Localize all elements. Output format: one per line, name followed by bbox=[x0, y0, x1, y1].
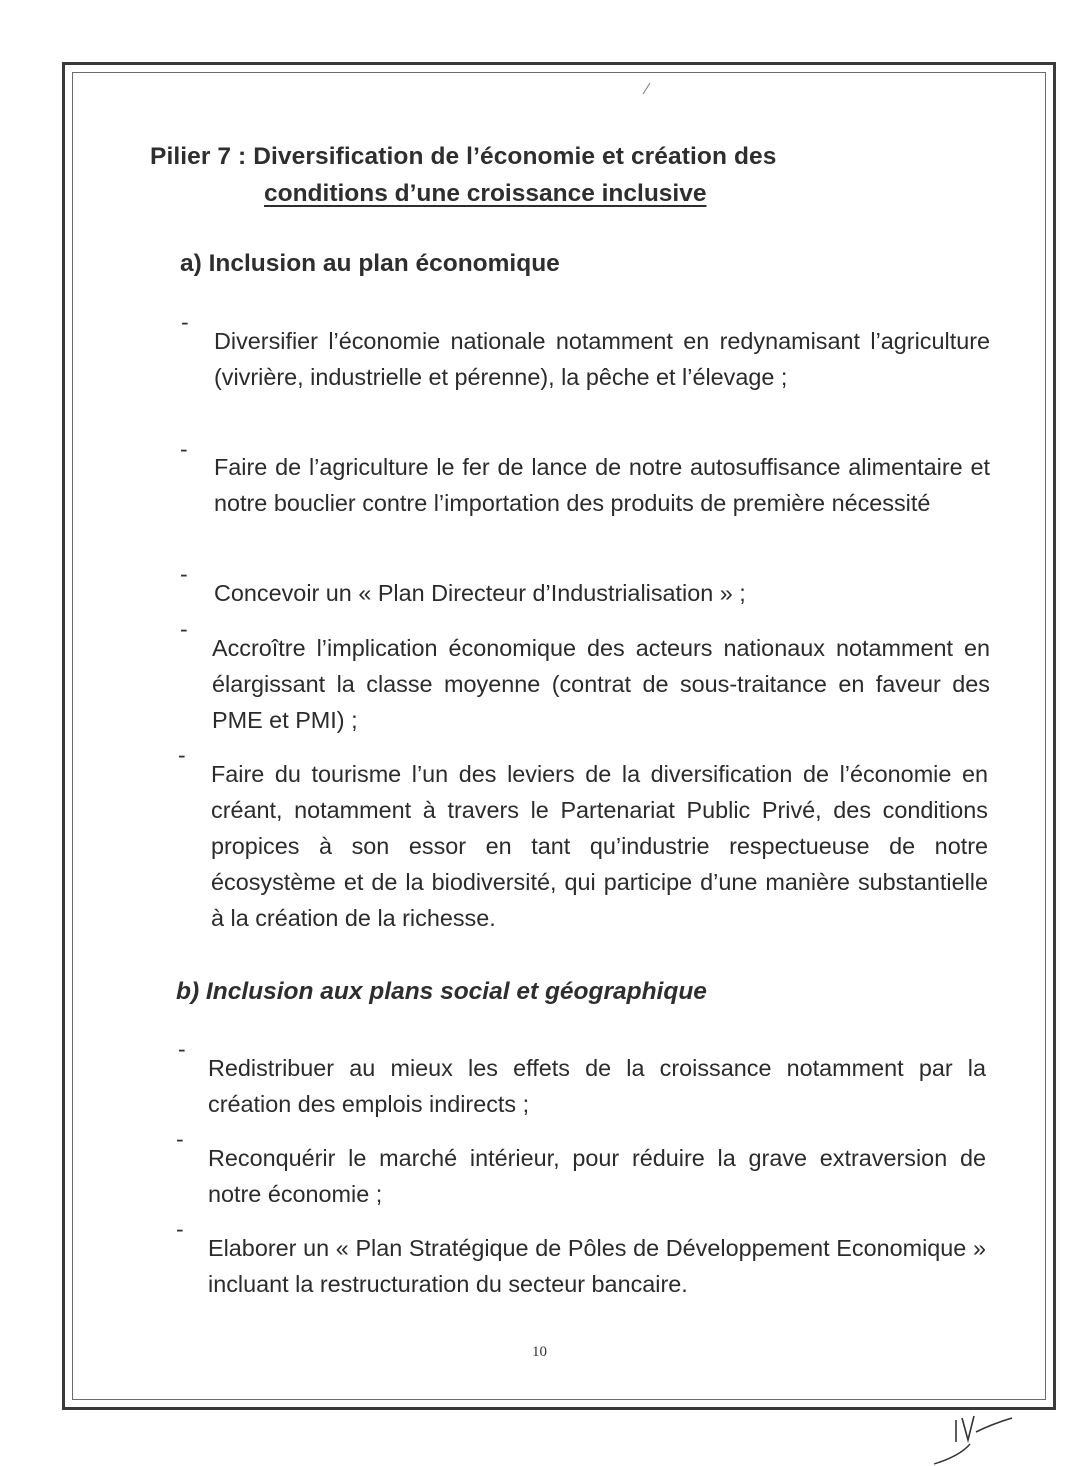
bullet-dash: - bbox=[176, 1216, 184, 1242]
section-a-heading: a) Inclusion au plan économique bbox=[180, 250, 560, 277]
bullet-dash: - bbox=[180, 436, 188, 462]
list-item: Redistribuer au mieux les effets de la croissance notamment par la création des emplois indirects ; bbox=[208, 1055, 986, 1118]
page-title-line1: Pilier 7 : Diversification de l’économie et création des bbox=[150, 143, 777, 170]
section-b-heading: b) Inclusion aux plans social et géographique bbox=[176, 978, 707, 1005]
page-number: 10 bbox=[532, 1344, 547, 1360]
handwritten-initials bbox=[930, 1410, 1020, 1466]
bullet-dash: - bbox=[178, 742, 186, 768]
list-item: Faire de l’agriculture le fer de lance de notre autosuffisance alimentaire et notre bouclier contre l’importation des produits de première nécessité bbox=[214, 454, 990, 517]
bullet-dash: - bbox=[180, 561, 188, 587]
bullet-dash: - bbox=[180, 616, 188, 642]
bullet-dash: - bbox=[181, 309, 189, 335]
list-item: Concevoir un « Plan Directeur d’Industrialisation » ; bbox=[214, 580, 746, 607]
list-item: Accroître l’implication économique des acteurs nationaux notamment en élargissant la classe moyenne (contrat de sous-traitance en faveur des PME et PMI) ; bbox=[212, 635, 990, 734]
list-item: Reconquérir le marché intérieur, pour réduire la grave extraversion de notre économie ; bbox=[208, 1145, 986, 1208]
bullet-dash: - bbox=[178, 1036, 186, 1062]
list-item: Elaborer un « Plan Stratégique de Pôles de Développement Economique » incluant la restructuration du secteur bancaire. bbox=[208, 1235, 986, 1298]
scan-mark bbox=[640, 82, 652, 96]
list-item: Diversifier l’économie nationale notamment en redynamisant l’agriculture (vivrière, industrielle et pérenne), la pêche et l’élevage ; bbox=[214, 328, 990, 391]
page-title-line2: conditions d’une croissance inclusive bbox=[264, 180, 707, 207]
list-item: Faire du tourisme l’un des leviers de la diversification de l’économie en créant, notamment à travers le Partenariat Public Privé, des conditions propices à son essor en tant qu’industrie respectueuse de notre écosystème et de la biodiversité, qui participe d’une manière substantielle à la création de la richesse. bbox=[211, 761, 988, 932]
bullet-dash: - bbox=[176, 1126, 184, 1152]
